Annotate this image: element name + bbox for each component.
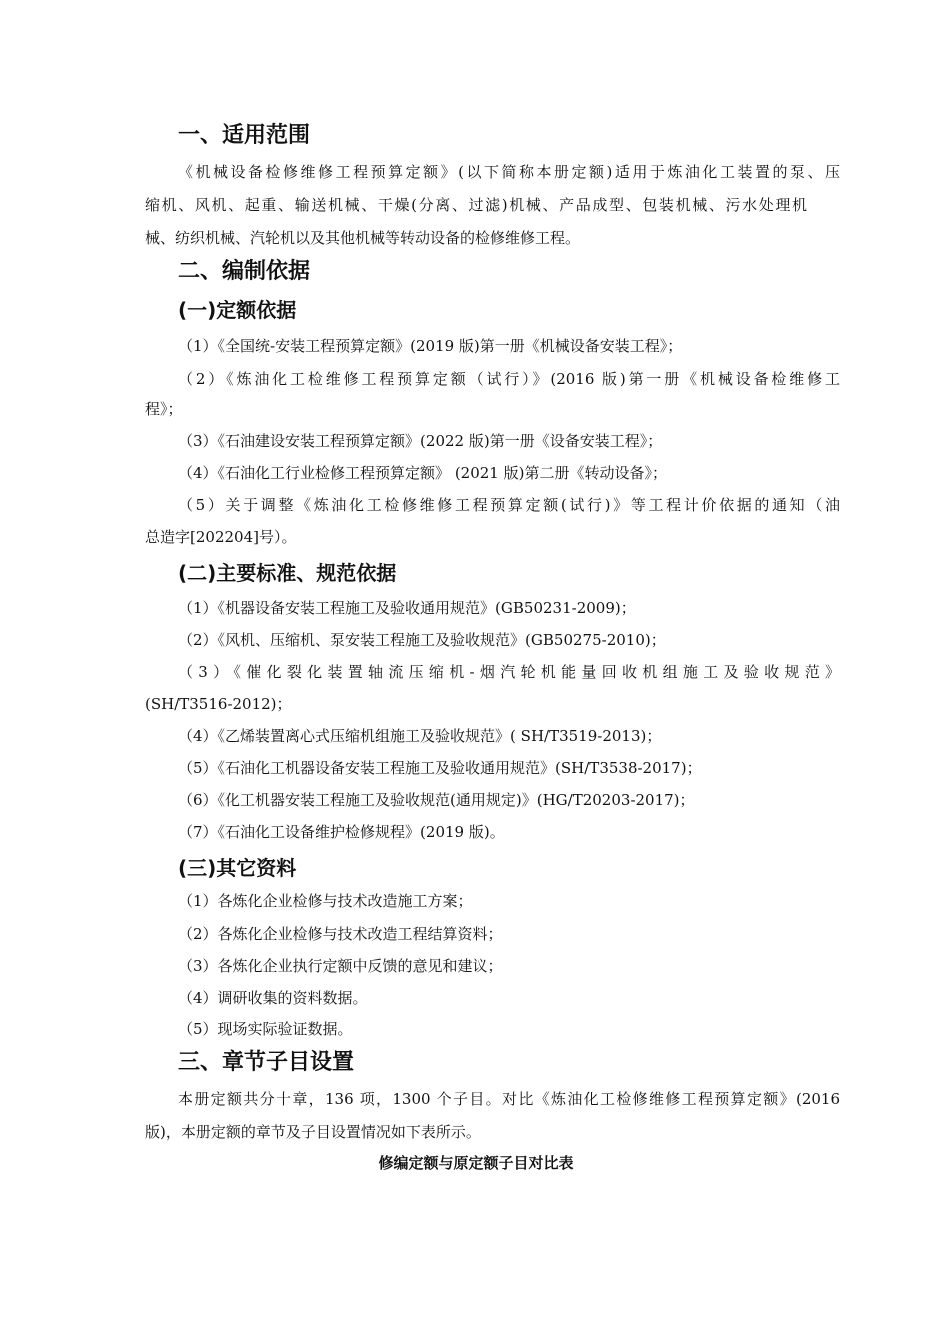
other-materials-item: （4）调研收集的资料数据。 bbox=[178, 989, 368, 1007]
quota-basis-item: （2）《炼油化工检维修工程预算定额（试行）》(2016 版)第一册《机械设备检维修工 bbox=[178, 370, 840, 388]
standards-item: （7）《石油化工设备维护检修规程》(2019 版)。 bbox=[178, 823, 505, 841]
standards-item: （4）《乙烯装置离心式压缩机组施工及验收规范》( SH/T3519-2013)； bbox=[178, 727, 662, 745]
chapters-paragraph-line: 本册定额共分十章，136 项，1300 个子目。对比《炼油化工检修维修工程预算定额》(2016 bbox=[178, 1090, 840, 1108]
section-heading-scope: 一、适用范围 bbox=[178, 123, 311, 148]
quota-basis-item: （4）《石油化工行业检修工程预算定额》 (2021 版)第二册《转动设备》； bbox=[178, 464, 667, 482]
chapters-paragraph-line: 版)，本册定额的章节及子目设置情况如下表所示。 bbox=[145, 1123, 481, 1141]
subsection-heading-quota-basis: (一)定额依据 bbox=[178, 298, 297, 322]
other-materials-item: （5）现场实际验证数据。 bbox=[178, 1020, 353, 1038]
quota-basis-item: （3）《石油建设安装工程预算定额》(2022 版)第一册《设备安装工程》； bbox=[178, 432, 663, 450]
standards-item: （5）《石油化工机器设备安装工程施工及验收通用规范》(SH/T3538-2017)； bbox=[178, 759, 702, 777]
other-materials-item: （3）各炼化企业执行定额中反馈的意见和建议； bbox=[178, 957, 503, 975]
standards-item: （3）《催化裂化装置轴流压缩机-烟汽轮机能量回收机组施工及验收规范》 bbox=[178, 663, 840, 681]
other-materials-item: （2）各炼化企业检修与技术改造工程结算资料； bbox=[178, 925, 503, 943]
quota-basis-item: 总造字[202204]号）。 bbox=[145, 528, 297, 546]
subsection-heading-other-materials: (三)其它资料 bbox=[178, 856, 297, 880]
subsection-heading-standards: (二)主要标准、规范依据 bbox=[178, 561, 397, 585]
standards-item: （1）《机器设备安装工程施工及验收通用规范》(GB50231-2009)； bbox=[178, 599, 636, 617]
quota-basis-item: 程》； bbox=[145, 400, 183, 418]
section-heading-chapters: 三、章节子目设置 bbox=[178, 1050, 355, 1075]
standards-item: （2）《风机、压缩机、泵安装工程施工及验收规范》(GB50275-2010)； bbox=[178, 631, 666, 649]
standards-item: (SH/T3516-2012)； bbox=[145, 695, 292, 713]
scope-paragraph-line: 械、纺织机械、汽轮机以及其他机械等转动设备的检修维修工程。 bbox=[145, 229, 581, 247]
other-materials-item: （1）各炼化企业检修与技术改造施工方案； bbox=[178, 892, 473, 910]
quota-basis-item: （5）关于调整《炼油化工检修维修工程预算定额(试行)》等工程计价依据的通知（油 bbox=[178, 496, 840, 514]
scope-paragraph-line: 《机械设备检修维修工程预算定额》(以下简称本册定额)适用于炼油化工装置的泵、压 bbox=[178, 163, 840, 181]
scope-paragraph-line: 缩机、风机、起重、输送机械、干燥(分离、过滤)机械、产品成型、包装机械、污水处理机 bbox=[145, 196, 807, 214]
section-heading-basis: 二、编制依据 bbox=[178, 259, 311, 284]
standards-item: （6）《化工机器安装工程施工及验收规范(通用规定)》(HG/T20203-2017)； bbox=[178, 791, 695, 809]
quota-basis-item: （1）《全国统-安装工程预算定额》(2019 版)第一册《机械设备安装工程》； bbox=[178, 337, 683, 355]
table-caption: 修编定额与原定额子目对比表 bbox=[378, 1154, 574, 1172]
